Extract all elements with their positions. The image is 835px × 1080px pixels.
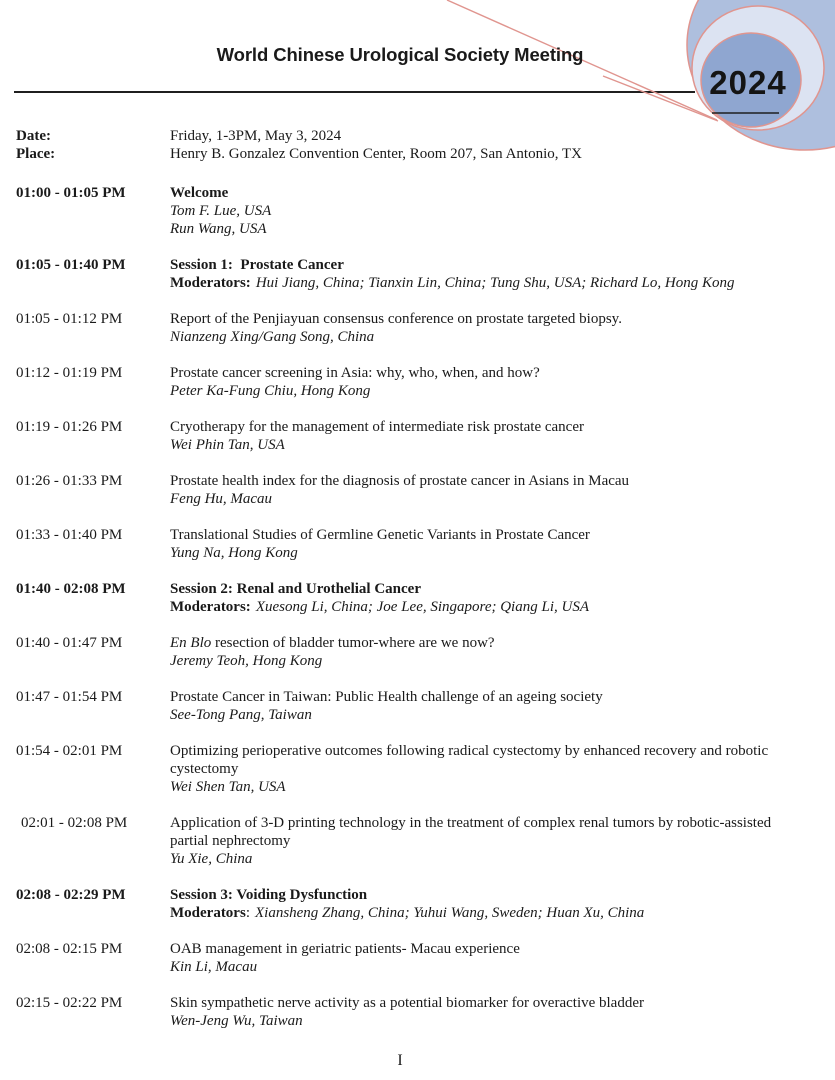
- talk-title: Prostate health index for the diagnosis of prostate cancer in Asians in Macau: [170, 473, 630, 489]
- moderators-names: Hui Jiang, China; Tianxin Lin, China; Tung Shu, USA; Richard Lo, Hong Kong: [255, 275, 735, 291]
- place-value: Henry B. Gonzalez Convention Center, Room 207, San Antonio, TX: [170, 146, 582, 162]
- moderators-line: [170, 598, 790, 616]
- speaker-name: Wen-Jeng Wu, Taiwan: [170, 1013, 303, 1029]
- schedule-row: [16, 310, 820, 346]
- session-title: Session 2: Renal and Urothelial Cancer: [170, 581, 421, 597]
- speaker-name: Peter Ka-Fung Chiu, Hong Kong: [170, 383, 371, 399]
- schedule-content: [170, 886, 790, 922]
- talk-title: OAB management in geriatric patients- Macau experience: [170, 941, 520, 957]
- speaker-name: Run Wang, USA: [170, 221, 267, 237]
- schedule-row: [16, 814, 820, 868]
- talk-title: Skin sympathetic nerve activity as a potential biomarker for overactive bladder: [170, 995, 644, 1011]
- schedule-row: [16, 526, 820, 562]
- schedule-content: [170, 364, 790, 400]
- place-label: Place:: [16, 146, 56, 162]
- date-value: Friday, 1-3PM, May 3, 2024: [170, 128, 342, 144]
- moderators-label: Moderators: [170, 905, 246, 921]
- talk-title: Optimizing perioperative outcomes following radical cystectomy by enhanced recovery and robotic cystectomy: [170, 743, 772, 777]
- talk-title-italic-prefix: En Blo: [170, 635, 212, 651]
- schedule-row: [16, 256, 820, 292]
- schedule-row: [16, 742, 820, 796]
- moderators-names: Xiansheng Zhang, China; Yuhui Wang, Sweden; Huan Xu, China: [254, 905, 645, 921]
- schedule-time: 01:40 - 01:47 PM: [16, 635, 123, 651]
- session-title: Welcome: [170, 185, 229, 201]
- speaker-name: Nianzeng Xing/Gang Song, China: [170, 329, 375, 345]
- schedule-time: 02:08 - 02:29 PM: [16, 887, 126, 903]
- talk-title: Application of 3-D printing technology in the treatment of complex renal tumors by robotic-assisted partial nephrectomy: [170, 815, 775, 849]
- schedule-content: [170, 940, 790, 976]
- speaker-name: See-Tong Pang, Taiwan: [170, 707, 312, 723]
- session-title: Session 1: Prostate Cancer: [170, 257, 344, 273]
- talk-title: Cryotherapy for the management of intermediate risk prostate cancer: [170, 419, 584, 435]
- schedule-row: [16, 688, 820, 724]
- date-row: [16, 127, 820, 145]
- speaker-name: Wei Shen Tan, USA: [170, 779, 286, 795]
- schedule-content: [170, 814, 790, 868]
- schedule-content: [170, 526, 790, 562]
- schedule-content: [170, 742, 790, 796]
- schedule-time: 01:05 - 01:40 PM: [16, 257, 126, 273]
- schedule-time: 01:33 - 01:40 PM: [16, 527, 123, 543]
- meta-block: [16, 127, 820, 163]
- speaker-name: Tom F. Lue, USA: [170, 203, 272, 219]
- schedule-content: [170, 634, 790, 670]
- moderators-colon: :: [245, 905, 250, 921]
- schedule-row: [16, 994, 820, 1030]
- schedule-time: 01:26 - 01:33 PM: [16, 473, 123, 489]
- moderators-label: Moderators:: [170, 599, 251, 615]
- schedule-time: 01:00 - 01:05 PM: [16, 185, 126, 201]
- page-title: World Chinese Urological Society Meeting: [216, 44, 584, 65]
- moderators-line: [170, 904, 790, 922]
- talk-title: Prostate Cancer in Taiwan: Public Health challenge of an ageing society: [170, 689, 603, 705]
- moderators-line: [170, 274, 790, 292]
- schedule-time: 01:54 - 02:01 PM: [16, 743, 123, 759]
- talk-title: En Blo resection of bladder tumor-where are we now?: [170, 635, 495, 651]
- speaker-name: Yu Xie, China: [170, 851, 253, 867]
- moderators-label: Moderators:: [170, 275, 251, 291]
- date-label: Date:: [16, 128, 51, 144]
- place-row: [16, 145, 820, 163]
- schedule-content: [170, 310, 790, 346]
- talk-title: Translational Studies of Germline Genetic Variants in Prostate Cancer: [170, 527, 590, 543]
- schedule-row: [16, 184, 820, 238]
- schedule-time: 02:15 - 02:22 PM: [16, 995, 123, 1011]
- schedule-content: [170, 256, 790, 292]
- schedule-content: [170, 418, 790, 454]
- speaker-name: Yung Na, Hong Kong: [170, 545, 298, 561]
- schedule-time: 01:05 - 01:12 PM: [16, 311, 123, 327]
- schedule-content: [170, 472, 790, 508]
- talk-title: Prostate cancer screening in Asia: why, who, when, and how?: [170, 365, 540, 381]
- schedule-time: 01:19 - 01:26 PM: [16, 419, 123, 435]
- schedule-content: [170, 688, 790, 724]
- speaker-name: Feng Hu, Macau: [170, 491, 273, 507]
- schedule-row: [16, 634, 820, 670]
- session-title: Session 3: Voiding Dysfunction: [170, 887, 368, 903]
- schedule-list: [16, 184, 820, 1048]
- schedule-time: 01:47 - 01:54 PM: [16, 689, 123, 705]
- schedule-time: 01:40 - 02:08 PM: [16, 581, 126, 597]
- logo-year-text: 2024: [709, 64, 787, 101]
- moderators-names: Xuesong Li, China; Joe Lee, Singapore; Qiang Li, USA: [255, 599, 589, 615]
- schedule-row: [16, 364, 820, 400]
- schedule-content: [170, 580, 790, 616]
- talk-title: Report of the Penjiayuan consensus conference on prostate targeted biopsy.: [170, 311, 622, 327]
- speaker-name: Kin Li, Macau: [170, 959, 258, 975]
- schedule-row: [16, 418, 820, 454]
- schedule-row: [16, 580, 820, 616]
- speaker-name: Wei Phin Tan, USA: [170, 437, 285, 453]
- speaker-name: Jeremy Teoh, Hong Kong: [170, 653, 323, 669]
- schedule-row: [16, 886, 820, 922]
- schedule-time: 02:01 - 02:08 PM: [21, 815, 128, 831]
- schedule-content: [170, 994, 790, 1030]
- schedule-content: [170, 184, 790, 238]
- schedule-time: 01:12 - 01:19 PM: [16, 365, 123, 381]
- schedule-row: [16, 940, 820, 976]
- page-number: I: [397, 1052, 403, 1069]
- schedule-row: [16, 472, 820, 508]
- schedule-time: 02:08 - 02:15 PM: [16, 941, 123, 957]
